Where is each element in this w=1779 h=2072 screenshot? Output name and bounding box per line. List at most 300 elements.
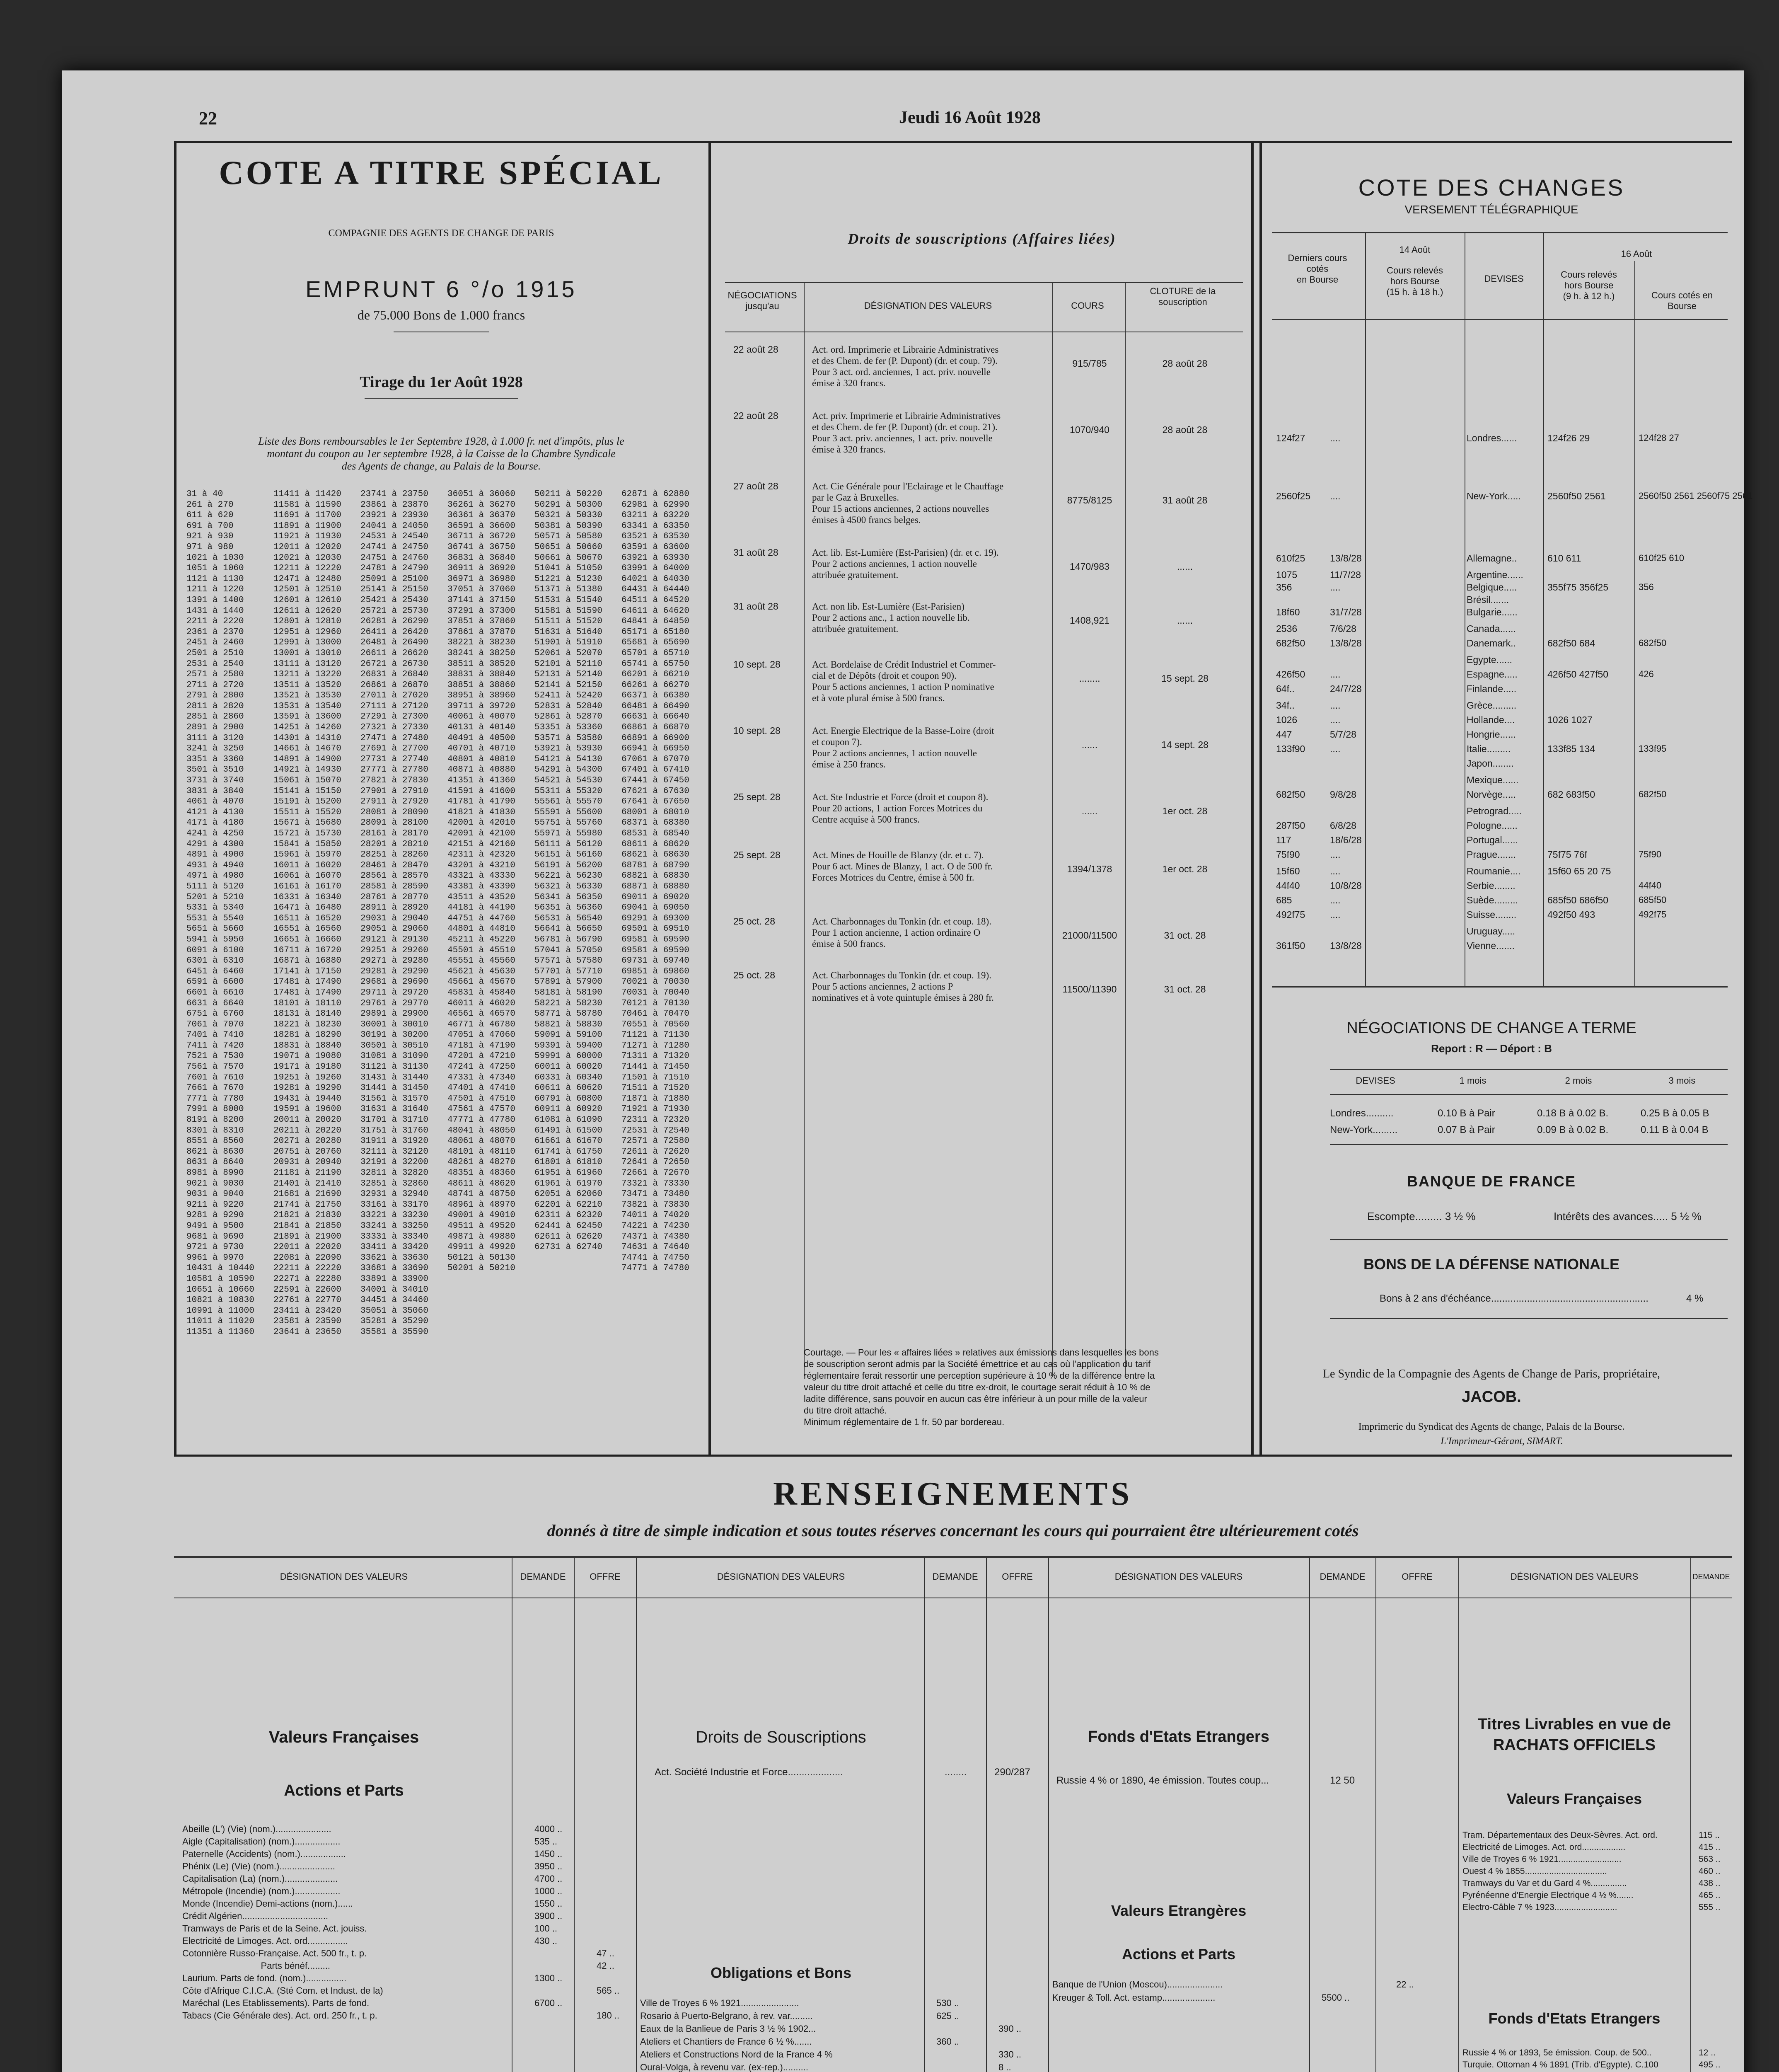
rule: [1330, 1318, 1728, 1319]
row-designation: Electricité de Limoges. Act. ord................: [182, 1936, 348, 1946]
souscription-designation: Act. lib. Est-Lumière (Est-Parisien) (dr. et c. 19). Pour 2 actions anciennes, 1 action nouvelle attribuée gratuitement.: [812, 547, 999, 580]
heading-rachats-officiels: RACHATS OFFICIELS: [1493, 1736, 1656, 1754]
row-designation: Tramways de Paris et de la Seine. Act. jouiss.: [182, 1923, 367, 1934]
col-rule: [1375, 1556, 1376, 2072]
change-cotes: 2560f50 2561 2560f75 2561: [1639, 491, 1753, 501]
col-rule: [1309, 1556, 1310, 2072]
change-devise: Belgique.....: [1467, 582, 1517, 593]
heading-valeurs-francaises: Valeurs Françaises: [268, 1728, 419, 1746]
souscription-date: 10 sept. 28: [733, 725, 781, 736]
bond-list-column: 36051 à 36060 36261 à 36270 36361 à 36370 36591 à 36600 36711 à 36720 36741 à 36750 36831 à 36840 36911 à 36920 36971 à 36980 37051 à 37060 37141 à 37150 37291 à 37300 37851 à 37860 37861 à 37870 38221 à 38230 38241 à 38250 38511 à 38520 38831 à 38840 38851 à 38860 38951 à 38960 39711 à 39720 40061 à 40070 40131 à 40140 40491 à 40500 40701 à 40710 40801 à 40810 40871 à 40880 41351 à 41360 41591 à 41600 41781 à 41790 41821 à 41830 42001 à 42010 42091 à 42100 42151 à 42160 42311 à 42320 43201 à 43210 43321 à 43330 43381 à 43390 43511 à 43520 44181 à 44190 44751 à 44760 44801 à 44810 45211 à 45220 45501 à 45510 45551 à 45560 45621 à 45630 45661 à 45670 45831 à 45840 46011 à 46020 46561 à 46570 46771 à 46780 47051 à 47060 47181 à 47190 47201 à 47210 47241 à 47250 47331 à 47340 47401 à 47410 47501 à 47510 47561 à 47570 47771 à 47780 48041 à 48050 48061 à 48070 48101 à 48110 48261 à 48270 48351 à 48360 48611 à 48620 48741 à 48750 48961 à 48970 49001 à 49010 49511 à 49520 49871 à 49880 49911 à 49920 50121 à 50130 50201 à 50210: [447, 489, 515, 1273]
changes-bottom: [1272, 986, 1728, 988]
terme-row-3m: 0.25 B à 0.05 B: [1641, 1108, 1709, 1119]
change-releves: 610 611: [1547, 553, 1581, 564]
change-derniers: 2560f25: [1276, 491, 1311, 501]
change-devise: Portugal......: [1467, 835, 1518, 845]
bond-list-column: 50211 à 50220 50291 à 50300 50321 à 50330 50381 à 50390 50571 à 50580 50651 à 50660 50661 à 50670 51041 à 51050 51221 à 51230 51371 à 51380 51531 à 51540 51581 à 51590 51511 à 51520 51631 à 51640 51901 à 51910 52061 à 52070 52101 à 52110 52131 à 52140 52141 à 52150 52411 à 52420 52831 à 52840 52861 à 52870 53351 à 53360 53571 à 53580 53921 à 53930 54121 à 54130 54291 à 54300 54521 à 54530 55311 à 55320 55561 à 55570 55591 à 55600 55751 à 55760 55971 à 55980 56111 à 56120 56151 à 56160 56191 à 56200 56221 à 56230 56321 à 56330 56341 à 56350 56351 à 56360 56531 à 56540 56641 à 56650 56781 à 56790 57041 à 57050 57571 à 57580 57701 à 57710 57891 à 57900 58181 à 58190 58221 à 58230 58771 à 58780 58821 à 58830 59091 à 59100 59391 à 59400 59991 à 60000 60011 à 60020 60331 à 60340 60611 à 60620 60791 à 60800 60911 à 60920 61081 à 61090 61491 à 61500 61661 à 61670 61741 à 61750 61801 à 61810 61951 à 61960 61961 à 61970 62051 à 62060 62201 à 62210 62311 à 62320 62441 à 62450 62611 à 62620 62731 à 62740: [534, 489, 602, 1252]
change-date: ....: [1330, 866, 1341, 876]
souscription-designation: Act. Bordelaise de Crédit Industriel et Commer- cial et de Dépôts (droit et coupon 90). Pour 5 actions anciennes, 1 action P nominative et à vote plural émise à 500 francs.: [812, 659, 996, 703]
left-rule: [174, 141, 176, 1455]
page-date: Jeudi 16 Août 1928: [899, 108, 1041, 127]
change-devise: Canada......: [1467, 623, 1516, 634]
souscription-cloture: ......: [1177, 615, 1193, 626]
banque-escompte: Escompte......... 3 ½ %: [1367, 1210, 1476, 1222]
bond-list-column: 62871 à 62880 62981 à 62990 63211 à 63220 63341 à 63350 63521 à 63530 63591 à 63600 63921 à 63930 63991 à 64000 64021 à 64030 64431 à 64440 64511 à 64520 64611 à 64620 64841 à 64850 65171 à 65180 65681 à 65690 65701 à 65710 65741 à 65750 66201 à 66210 66261 à 66270 66371 à 66380 66481 à 66490 66631 à 66640 66861 à 66870 66891 à 66900 66941 à 66950 67061 à 67070 67401 à 67410 67441 à 67450 67621 à 67630 67641 à 67650 68001 à 68010 68371 à 68380 68531 à 68540 68611 à 68620 68621 à 68630 68781 à 68790 68821 à 68830 68871 à 68880 69011 à 69020 69041 à 69050 69291 à 69300 69501 à 69510 69581 à 69590 69581 à 69590 69731 à 69740 69851 à 69860 70021 à 70030 70031 à 70040 70121 à 70130 70461 à 70470 70551 à 70560 71121 à 71130 71271 à 71280 71311 à 71320 71441 à 71450 71501 à 71510 71511 à 71520 71871 à 71880 71921 à 71930 72311 à 72320 72531 à 72540 72571 à 72580 72611 à 72620 72641 à 72650 72661 à 72670 73321 à 73330 73471 à 73480 73821 à 73830 74011 à 74020 74221 à 74230 74371 à 74380 74631 à 74640 74741 à 74750 74771 à 74780: [621, 489, 689, 1273]
row-designation: Russie 4 % or 1893, 5e émission. Coup. de 500..: [1462, 2048, 1652, 2057]
row-designation: Banque de l'Union (Moscou)......................: [1052, 1979, 1223, 1990]
change-derniers: 610f25: [1276, 553, 1305, 564]
change-cotes: 75f90: [1639, 849, 1662, 859]
change-devise: Allemagne..: [1467, 553, 1517, 564]
row-offre: 180 ..: [597, 2010, 620, 2021]
change-releves: 124f26 29: [1547, 433, 1590, 443]
change-devise: Uruguay.....: [1467, 926, 1516, 937]
rens-col-demande: DEMANDE: [932, 1571, 978, 1582]
change-devise: Japon........: [1467, 758, 1514, 769]
souscription-cours: 21000/11500: [1062, 930, 1117, 941]
change-derniers: 287f50: [1276, 820, 1305, 831]
rens-col-demande: DEMANDE: [1320, 1571, 1366, 1582]
row-offre: 565 ..: [597, 1985, 620, 1996]
souscription-cloture: 31 août 28: [1162, 495, 1208, 506]
row-designation: Ateliers et Chantiers de France 6 ½ %.......: [640, 2036, 812, 2047]
syndic-name: JACOB.: [1462, 1388, 1521, 1406]
heading-obligations-bons: Obligations et Bons: [710, 1964, 851, 1981]
bons-defense-rate: 4 %: [1686, 1293, 1704, 1304]
change-cotes: 685f50: [1639, 895, 1667, 905]
syndic-line: Le Syndic de la Compagnie des Agents de Change de Paris, propriétaire,: [1322, 1368, 1661, 1380]
changes-subtitle: VERSEMENT TÉLÉGRAPHIQUE: [1404, 203, 1578, 216]
terme-row-1m: 0.10 B à Pair: [1438, 1108, 1495, 1119]
change-derniers: 117: [1276, 835, 1291, 845]
change-date: 9/8/28: [1330, 789, 1356, 800]
heading-actions-parts: Actions et Parts: [1122, 1946, 1236, 1963]
emprunt-title: EMPRUNT 6 °/o 1915: [305, 276, 577, 302]
souscription-cloture: 14 sept. 28: [1161, 739, 1209, 750]
change-derniers: 133f90: [1276, 743, 1305, 754]
row-demande: 530 ..: [936, 1998, 960, 2008]
rens-col-designation: DÉSIGNATION DES VALEURS: [1510, 1571, 1639, 1582]
change-derniers: 15f60: [1276, 866, 1300, 876]
souscription-designation: Act. ord. Imprimerie et Librairie Administratives et des Chem. de fer (P. Dupont) (dr. et coup. 79). Pour 3 act. ord. anciennes, 1 act. priv. nouvelle émise à 320 francs.: [812, 344, 999, 388]
row-designation: Tram. Départementaux des Deux-Sèvres. Act. ord.: [1462, 1830, 1658, 1840]
terme-row-devise: Londres..........: [1330, 1108, 1394, 1119]
change-releves: 1026 1027: [1547, 714, 1593, 725]
souscription-cloture: 15 sept. 28: [1161, 673, 1209, 684]
change-derniers: 1026: [1276, 714, 1298, 725]
change-releves: 682 683f50: [1547, 789, 1595, 800]
souscription-cloture: 1er oct. 28: [1162, 864, 1208, 874]
change-devise: Suède.........: [1467, 895, 1518, 905]
bond-list-column: 11411 à 11420 11581 à 11590 11691 à 11700 11891 à 11900 11921 à 11930 12011 à 12020 12021 à 12030 12211 à 12220 12471 à 12480 12501 à 12510 12601 à 12610 12611 à 12620 12801 à 12810 12951 à 12960 12991 à 13000 13001 à 13010 13111 à 13120 13211 à 13220 13511 à 13520 13521 à 13530 13531 à 13540 13591 à 13600 14251 à 14260 14301 à 14310 14661 à 14670 14891 à 14900 14921 à 14930 15061 à 15070 15141 à 15150 15191 à 15200 15511 à 15520 15671 à 15680 15721 à 15730 15841 à 15850 15961 à 15970 16011 à 16020 16061 à 16070 16161 à 16170 16331 à 16340 16471 à 16480 16511 à 16520 16551 à 16560 16651 à 16660 16711 à 16720 16871 à 16880 17141 à 17150 17481 à 17490 17481 à 17490 18101 à 18110 18131 à 18140 18221 à 18230 18281 à 18290 18831 à 18840 19071 à 19080 19171 à 19180 19251 à 19260 19281 à 19290 19431 à 19440 19591 à 19600 20011 à 20020 20211 à 20220 20271 à 20280 20751 à 20760 20931 à 20940 21181 à 21190 21401 à 21410 21681 à 21690 21741 à 21750 21821 à 21830 21841 à 21850 21891 à 21900 22011 à 22020 22081 à 22090 22211 à 22220 22271 à 22280 22591 à 22600 22761 à 22770 23411 à 23420 23581 à 23590 23641 à 23650: [273, 489, 341, 1337]
row-designation: Electro-Câble 7 % 1923..........................: [1462, 1903, 1617, 1912]
change-derniers: 75f90: [1276, 849, 1300, 860]
souscription-cours: ......: [1081, 739, 1098, 750]
souscription-designation: Act. non lib. Est-Lumière (Est-Parisien) Pour 2 actions anc., 1 action nouvelle lib. attribuée gratuitement.: [812, 601, 970, 634]
terme-col-1mois: 1 mois: [1459, 1075, 1487, 1086]
row-demande: 360 ..: [936, 2036, 960, 2047]
row-demande: 460 ..: [1699, 1866, 1721, 1876]
change-date: ....: [1330, 491, 1341, 501]
change-derniers: 18f60: [1276, 607, 1300, 617]
heading-fonds-etats: Fonds d'Etats Etrangers: [1088, 1728, 1269, 1745]
souscription-cours: 1408,921: [1070, 615, 1109, 626]
rule: [365, 398, 518, 399]
souscription-cours: 8775/8125: [1067, 495, 1112, 506]
change-releves: 133f85 134: [1547, 743, 1595, 754]
col-rule: [1048, 1556, 1049, 2072]
row-demande: 1000 ..: [534, 1886, 563, 1896]
row-demande: 115 ..: [1699, 1830, 1720, 1840]
change-derniers: 492f75: [1276, 909, 1305, 920]
renseignements-subtitle: donnés à titre de simple indication et sous toutes réserves concernant les cours qui pourraient être ultérieurement cotés: [547, 1521, 1359, 1540]
souscription-date: 27 août 28: [733, 481, 778, 491]
change-date: 5/7/28: [1330, 729, 1356, 740]
change-devise: Petrograd.....: [1467, 806, 1522, 816]
section-rule: [174, 1455, 1732, 1457]
company-name: COMPAGNIE DES AGENTS DE CHANGE DE PARIS: [328, 228, 554, 239]
col-header-designation: DÉSIGNATION DES VALEURS: [864, 300, 992, 311]
souscription-cours: 1470/983: [1070, 561, 1109, 572]
change-releves: 426f50 427f50: [1547, 669, 1609, 680]
row-demande: 465 ..: [1699, 1890, 1721, 1900]
row-offre: 22 ..: [1396, 1979, 1414, 1990]
souscription-cours: 1070/940: [1070, 424, 1109, 435]
souscription-cloture: 28 août 28: [1162, 358, 1208, 369]
row-demande: 4700 ..: [534, 1874, 563, 1884]
row-demande: 100 ..: [534, 1923, 558, 1934]
change-date: ....: [1330, 669, 1341, 680]
row-demande: 3900 ..: [534, 1911, 563, 1921]
bond-list-column: 31 à 40 261 à 270 611 à 620 691 à 700 921 à 930 971 à 980 1021 à 1030 1051 à 1060 1121 à 1130 1211 à 1220 1391 à 1400 1431 à 1440 2211 à 2220 2361 à 2370 2451 à 2460 2501 à 2510 2531 à 2540 2571 à 2580 2711 à 2720 2791 à 2800 2811 à 2820 2851 à 2860 2891 à 2900 3111 à 3120 3241 à 3250 3351 à 3360 3501 à 3510 3731 à 3740 3831 à 3840 4061 à 4070 4121 à 4130 4171 à 4180 4241 à 4250 4291 à 4300 4891 à 4900 4931 à 4940 4971 à 4980 5111 à 5120 5201 à 5210 5331 à 5340 5531 à 5540 5651 à 5660 5941 à 5950 6091 à 6100 6301 à 6310 6451 à 6460 6591 à 6600 6601 à 6610 6631 à 6640 6751 à 6760 7061 à 7070 7401 à 7410 7411 à 7420 7521 à 7530 7561 à 7570 7601 à 7610 7661 à 7670 7771 à 7780 7991 à 8000 8191 à 8200 8301 à 8310 8551 à 8560 8621 à 8630 8631 à 8640 8981 à 8990 9021 à 9030 9031 à 9040 9211 à 9220 9281 à 9290 9491 à 9500 9681 à 9690 9721 à 9730 9961 à 9970 10431 à 10440 10581 à 10590 10651 à 10660 10821 à 10830 10991 à 11000 11011 à 11020 11351 à 11360: [186, 489, 254, 1337]
bons-defense-line: Bons à 2 ans d'échéance.........................................................: [1380, 1293, 1648, 1304]
terme-bottom: [1330, 1144, 1728, 1145]
terme-row-1m: 0.07 B à Pair: [1438, 1124, 1495, 1135]
row-demande: 5500 ..: [1322, 1992, 1350, 2003]
change-date: 24/7/28: [1330, 683, 1362, 694]
row-designation: Ouest 4 % 1855..................................: [1462, 1866, 1607, 1876]
change-cotes: 44f40: [1639, 880, 1662, 891]
change-devise: Italie.........: [1467, 743, 1511, 754]
imprimerie-line: Imprimerie du Syndicat des Agents de change, Palais de la Bourse.: [1358, 1421, 1625, 1432]
col-rule: [1458, 1556, 1459, 2072]
change-devise: Brésil.......: [1467, 594, 1509, 605]
row-designation: Métropole (Incendie) (nom.)..................: [182, 1886, 341, 1896]
row-demande: 1300 ..: [534, 1973, 563, 1983]
change-date: 31/7/28: [1330, 607, 1362, 617]
heading-valeurs-francaises: Valeurs Françaises: [1506, 1790, 1642, 1807]
row-designation: Laurium. Parts de fond. (nom.)................: [182, 1973, 347, 1983]
row-designation: Ville de Troyes 6 % 1921.......................: [640, 1998, 799, 2008]
change-date: 13/8/28: [1330, 940, 1362, 951]
rens-top: [174, 1556, 1732, 1558]
row-demande: 1450 ..: [534, 1849, 563, 1859]
heading-droits-souscriptions: Droits de Souscriptions: [696, 1728, 866, 1746]
bons-defense-title: BONS DE LA DÉFENSE NATIONALE: [1363, 1256, 1620, 1273]
row-designation: Paternelle (Accidents) (nom.)..................: [182, 1849, 346, 1859]
row-designation: Kreuger & Toll. Act. estamp.....................: [1052, 1992, 1216, 2003]
row-designation: Electricité de Limoges. Act. ord..................: [1462, 1842, 1626, 1852]
top-rule: [174, 141, 1732, 143]
newspaper-page: [62, 70, 1753, 2072]
bond-list-column: 23741 à 23750 23861 à 23870 23921 à 23930 24041 à 24050 24531 à 24540 24741 à 24750 24751 à 24760 24781 à 24790 25091 à 25100 25141 à 25150 25421 à 25430 25721 à 25730 26281 à 26290 26411 à 26420 26481 à 26490 26611 à 26620 26721 à 26730 26831 à 26840 26861 à 26870 27011 à 27020 27111 à 27120 27291 à 27300 27321 à 27330 27471 à 27480 27691 à 27700 27731 à 27740 27771 à 27780 27821 à 27830 27901 à 27910 27911 à 27920 28081 à 28090 28091 à 28100 28161 à 28170 28201 à 28210 28251 à 28260 28461 à 28470 28561 à 28570 28581 à 28590 28761 à 28770 28911 à 28920 29031 à 29040 29051 à 29060 29121 à 29130 29251 à 29260 29271 à 29280 29281 à 29290 29681 à 29690 29711 à 29720 29761 à 29770 29891 à 29900 30001 à 30010 30191 à 30200 30501 à 30510 31081 à 31090 31121 à 31130 31431 à 31440 31441 à 31450 31561 à 31570 31631 à 31640 31701 à 31710 31751 à 31760 31911 à 31920 32111 à 32120 32191 à 32200 32811 à 32820 32851 à 32860 32931 à 32940 33161 à 33170 33221 à 33230 33241 à 33250 33331 à 33340 33411 à 33420 33621 à 33630 33681 à 33690 33891 à 33900 34001 à 34010 34451 à 34460 35051 à 35060 35281 à 35290 35581 à 35590: [360, 489, 428, 1337]
row-offre: 290/287: [994, 1767, 1030, 1778]
row-designation: Eaux de la Banlieue de Paris 3 ½ % 1902...: [640, 2024, 816, 2034]
row-designation: Crédit Algérien..................................: [182, 1911, 329, 1921]
change-derniers: 2536: [1276, 623, 1298, 634]
change-devise: Argentine......: [1467, 569, 1523, 580]
souscription-date: 31 août 28: [733, 601, 778, 612]
change-cotes: 356: [1639, 582, 1654, 592]
souscription-date: 31 août 28: [733, 547, 778, 558]
change-devise: Londres......: [1467, 433, 1517, 443]
change-date: 7/6/28: [1330, 623, 1356, 634]
change-derniers: 64f..: [1276, 683, 1295, 694]
row-demande: 4000 ..: [534, 1824, 563, 1834]
change-releves: 685f50 686f50: [1547, 895, 1609, 905]
rens-col-offre: OFFRE: [1002, 1571, 1033, 1582]
terme-header-rule: [1330, 1094, 1728, 1095]
changes-col-devises: DEVISES: [1484, 274, 1524, 284]
change-cotes: 133f95: [1639, 743, 1667, 754]
change-derniers: 685: [1276, 895, 1292, 905]
souscription-designation: Act. Mines de Houille de Blanzy (dr. et c. 7). Pour 6 act. Mines de Blanzy, 1 act. O de 500 fr. Forces Motrices du Centre, émise à 500 fr.: [812, 850, 993, 883]
row-designation: Monde (Incendie) Demi-actions (nom.)......: [182, 1898, 353, 1909]
change-derniers: 447: [1276, 729, 1292, 740]
mid-rule-3: [1259, 141, 1262, 1455]
row-offre: 390 ..: [998, 2024, 1022, 2034]
row-demande: 6700 ..: [534, 1998, 563, 2008]
col-header-negociations: NÉGOCIATIONS jusqu'au: [728, 290, 797, 311]
changes-col-14aout: 14 Août: [1399, 244, 1431, 255]
col-rule: [636, 1556, 637, 2072]
changes-col-16aout: 16 Août: [1621, 249, 1652, 259]
row-designation: Ville de Troyes 6 % 1921..........................: [1462, 1854, 1622, 1864]
page-number: 22: [199, 108, 217, 128]
row-demande: 12 50: [1330, 1775, 1355, 1786]
row-designation: Tramways du Var et du Gard 4 %...............: [1462, 1878, 1627, 1888]
col-rule: [574, 1556, 575, 2072]
change-date: ....: [1330, 743, 1341, 754]
bons-subtitle: de 75.000 Bons de 1.000 francs: [357, 307, 525, 322]
change-devise: Norvège.....: [1467, 789, 1516, 800]
change-derniers: 361f50: [1276, 940, 1305, 951]
banque-title: BANQUE DE FRANCE: [1407, 1173, 1576, 1190]
row-designation: Capitalisation (La) (nom.).....................: [182, 1874, 338, 1884]
row-demande: 1550 ..: [534, 1898, 563, 1909]
change-derniers: 44f40: [1276, 880, 1300, 891]
change-date: ....: [1330, 895, 1341, 905]
changes-col-cotes16: Cours cotés en Bourse: [1651, 290, 1713, 311]
tirage-title: Tirage du 1er Août 1928: [360, 373, 523, 391]
courtage-note: Courtage. — Pour les « affaires liées » relatives aux émissions dans lesquelles les bons de souscription seront admis par la Société émettrice et au cas où l'application du tarif réglementaire ferait ressortir une perception supérieure à 10 % de la différence entre la valeur du titre droit attaché et celle du titre ex-droit, le courtage serait réduit à 10 % de ladite différence, sans pouvoir en aucun cas être inférieur à un pour mille de la valeur du titre droit attaché. Minimum réglementaire de 1 fr. 50 par bordereau.: [804, 1347, 1159, 1427]
change-releves: 15f60 65 20 75: [1547, 866, 1611, 876]
row-demande: 12 ..: [1699, 2048, 1716, 2057]
change-devise: Hongrie......: [1467, 729, 1516, 740]
row-designation: Russie 4 % or 1890, 4e émission. Toutes coup...: [1056, 1775, 1269, 1786]
row-offre: 47 ..: [597, 1948, 614, 1958]
rule: [1330, 1239, 1728, 1240]
mid-rule-2: [1251, 141, 1254, 1455]
col-rule: [1634, 261, 1635, 986]
change-cotes: 124f28 27: [1639, 433, 1679, 443]
change-releves: 682f50 684: [1547, 638, 1595, 649]
change-derniers: 356: [1276, 582, 1292, 593]
change-date: ....: [1330, 849, 1341, 860]
heading-fonds-etats: Fonds d'Etats Etrangers: [1488, 2010, 1661, 2027]
col-rule: [924, 1556, 925, 2072]
change-date: ....: [1330, 909, 1341, 920]
cote-titre-title: COTE A TITRE SPÉCIAL: [219, 154, 664, 191]
change-devise: Mexique......: [1467, 775, 1519, 785]
row-demande: 563 ..: [1699, 1854, 1721, 1864]
change-derniers: 682f50: [1276, 638, 1305, 649]
changes-col-releves16: Cours relevés hors Bourse (9 h. à 12 h.): [1561, 269, 1617, 301]
souscription-designation: Act. Cie Générale pour l'Eclairage et le Chauffage par le Gaz à Bruxelles. Pour 15 actions anciennes, 2 actions nouvelles émises à 4500 francs belges.: [812, 481, 1004, 525]
change-date: 6/8/28: [1330, 820, 1356, 831]
row-demande: 438 ..: [1699, 1878, 1721, 1888]
changes-col-derniers: Derniers cours cotés en Bourse: [1288, 253, 1347, 285]
row-designation: Rosario à Puerto-Belgrano, à rev. var.........: [640, 2011, 813, 2021]
row-demande: 415 ..: [1699, 1842, 1721, 1852]
row-offre: 42 ..: [597, 1961, 614, 1971]
col-rule: [1052, 282, 1053, 1376]
col-rule: [986, 1556, 987, 2072]
souscription-date: 25 sept. 28: [733, 850, 781, 860]
change-derniers: 124f27: [1276, 433, 1305, 443]
terme-subtitle: Report : R — Déport : B: [1431, 1042, 1552, 1055]
change-devise: Danemark..: [1467, 638, 1516, 649]
terme-row-2m: 0.09 B à 0.02 B.: [1537, 1124, 1609, 1135]
row-designation: Maréchal (Les Etablissements). Parts de fond.: [182, 1998, 370, 2008]
change-devise: Bulgarie......: [1467, 607, 1518, 617]
change-date: ....: [1330, 700, 1341, 711]
souscription-cloture: 1er oct. 28: [1162, 806, 1208, 816]
souscription-date: 25 sept. 28: [733, 792, 781, 802]
souscription-designation: Act. Charbonnages du Tonkin (dr. et coup. 18). Pour 1 action ancienne, 1 action ordinaire O émise à 500 francs.: [812, 916, 991, 949]
change-devise: Hollande....: [1467, 714, 1515, 725]
terme-row-2m: 0.18 B à 0.02 B.: [1537, 1108, 1609, 1119]
renseignements-title: RENSEIGNEMENTS: [773, 1476, 1133, 1512]
souscription-designation: Act. Energie Electrique de la Basse-Loire (droit et coupon 7). Pour 2 actions anciennes, 1 action nouvelle émise à 250 francs.: [812, 726, 994, 770]
row-offre: 8 ..: [998, 2062, 1011, 2072]
row-designation: Parts bénéf.........: [182, 1961, 331, 1971]
table-top: [725, 282, 1243, 283]
rens-col-designation: DÉSIGNATION DES VALEURS: [280, 1571, 408, 1582]
souscription-date: 25 oct. 28: [733, 916, 776, 927]
souscription-cours: ......: [1081, 806, 1098, 816]
col-header-cloture: CLOTURE de la souscription: [1150, 286, 1216, 307]
row-demande: ........: [945, 1767, 967, 1778]
terme-top: [1330, 1069, 1728, 1070]
row-demande: 625 ..: [936, 2011, 960, 2021]
souscription-cloture: 28 août 28: [1162, 424, 1208, 435]
souscription-date: 10 sept. 28: [733, 659, 781, 670]
souscription-cloture: ......: [1177, 561, 1193, 572]
row-designation: Côte d'Afrique C.I.C.A. (Sté Com. et Indust. de la): [182, 1985, 383, 1996]
rens-col-demande: DEMANDE: [520, 1571, 566, 1582]
change-derniers: 426f50: [1276, 669, 1305, 680]
souscription-cours: 915/785: [1072, 358, 1107, 369]
change-devise: Finlande.....: [1467, 683, 1517, 694]
changes-col-releves14: Cours relevés hors Bourse (15 h. à 18 h.): [1386, 265, 1443, 297]
souscription-cours: 11500/11390: [1062, 984, 1117, 995]
souscription-date: 25 oct. 28: [733, 970, 776, 980]
terme-col-devises: DEVISES: [1356, 1075, 1395, 1086]
change-devise: Prague.......: [1467, 849, 1516, 860]
row-demande: 430 ..: [534, 1936, 558, 1946]
row-designation: Phénix (Le) (Vie) (nom.)......................: [182, 1861, 335, 1871]
change-cotes: 682f50: [1639, 789, 1667, 799]
terme-col-2mois: 2 mois: [1565, 1075, 1592, 1086]
change-releves: 492f50 493: [1547, 909, 1595, 920]
change-devise: Egypte......: [1467, 654, 1512, 665]
souscription-designation: Act. priv. Imprimerie et Librairie Administratives et des Chem. de fer (P. Dupont) (dr. et coup. 21). Pour 3 act. priv. anciennes, 1 act. priv. nouvelle émise à 320 francs.: [812, 411, 1001, 455]
row-designation: Pyrénéenne d'Energie Electrique 4 ½ %.......: [1462, 1890, 1634, 1900]
terme-col-3mois: 3 mois: [1668, 1075, 1696, 1086]
col-header-cours: COURS: [1071, 300, 1104, 311]
terme-title: NÉGOCIATIONS DE CHANGE A TERME: [1346, 1019, 1636, 1037]
change-releves: 75f75 76f: [1547, 849, 1587, 860]
change-date: 10/8/28: [1330, 880, 1362, 891]
banque-avances: Intérêts des avances..... 5 ½ %: [1554, 1210, 1702, 1222]
change-devise: Pologne......: [1467, 820, 1518, 831]
change-derniers: 1075: [1276, 569, 1298, 580]
change-cotes: 492f75: [1639, 909, 1667, 920]
change-date: ....: [1330, 714, 1341, 725]
change-devise: New-York.....: [1467, 491, 1521, 501]
change-devise: Espagne.....: [1467, 669, 1518, 680]
souscription-designation: Act. Charbonnages du Tonkin (dr. et coup. 19). Pour 5 actions anciennes, 2 actions P nominatives et à vote quintuple émises à 280 fr.: [812, 970, 994, 1003]
changes-header-rule: [1272, 319, 1728, 320]
change-date: ....: [1330, 433, 1341, 443]
rens-col-offre: OFFRE: [1402, 1571, 1433, 1582]
change-cotes: 682f50: [1639, 638, 1667, 648]
row-designation: Ateliers et Constructions Nord de la France 4 %: [640, 2049, 833, 2060]
rens-col-demande: DEMANDE: [1692, 1573, 1730, 1581]
row-offre: 330 ..: [998, 2049, 1022, 2060]
change-derniers: 34f..: [1276, 700, 1295, 711]
row-designation: Aigle (Capitalisation) (nom.)..................: [182, 1836, 341, 1847]
col-rule: [804, 282, 805, 1376]
souscription-cloture: 31 oct. 28: [1164, 930, 1206, 941]
heading-actions-parts: Actions et Parts: [284, 1782, 404, 1799]
changes-title: COTE DES CHANGES: [1358, 174, 1625, 201]
souscription-cours: 1394/1378: [1067, 864, 1112, 874]
souscription-cloture: 31 oct. 28: [1164, 984, 1206, 995]
change-cotes: 610f25 610: [1639, 553, 1685, 563]
col-rule: [1690, 1556, 1691, 2072]
change-date: 11/7/28: [1330, 569, 1361, 580]
change-devise: Serbie........: [1467, 880, 1516, 891]
row-designation: Cotonnière Russo-Française. Act. 500 fr., t. p.: [182, 1948, 367, 1958]
row-demande: 555 ..: [1699, 1903, 1721, 1912]
rens-col-offre: OFFRE: [590, 1571, 621, 1582]
col-rule: [1125, 282, 1126, 1376]
change-releves: 2560f50 2561: [1547, 491, 1606, 501]
change-devise: Suisse........: [1467, 909, 1517, 920]
change-devise: Grèce.........: [1467, 700, 1517, 711]
row-designation: Act. Société Industrie et Force....................: [655, 1767, 843, 1778]
souscription-date: 22 août 28: [733, 410, 778, 421]
change-derniers: 682f50: [1276, 789, 1305, 800]
col-rule: [1543, 232, 1544, 986]
row-designation: Turquie. Ottoman 4 % 1891 (Trib. d'Egypte). C.100: [1462, 2060, 1658, 2070]
change-date: 18/6/28: [1330, 835, 1362, 845]
change-date: 13/8/28: [1330, 638, 1362, 649]
change-releves: 355f75 356f25: [1547, 582, 1609, 593]
tirage-note: Liste des Bons remboursables le 1er Septembre 1928, à 1.000 fr. net d'impôts, plus le montant du coupon au 1er septembre 1928, à la Caisse de la Chambre Syndicale des Agents de change, au Palais de la Bourse.: [258, 435, 624, 472]
